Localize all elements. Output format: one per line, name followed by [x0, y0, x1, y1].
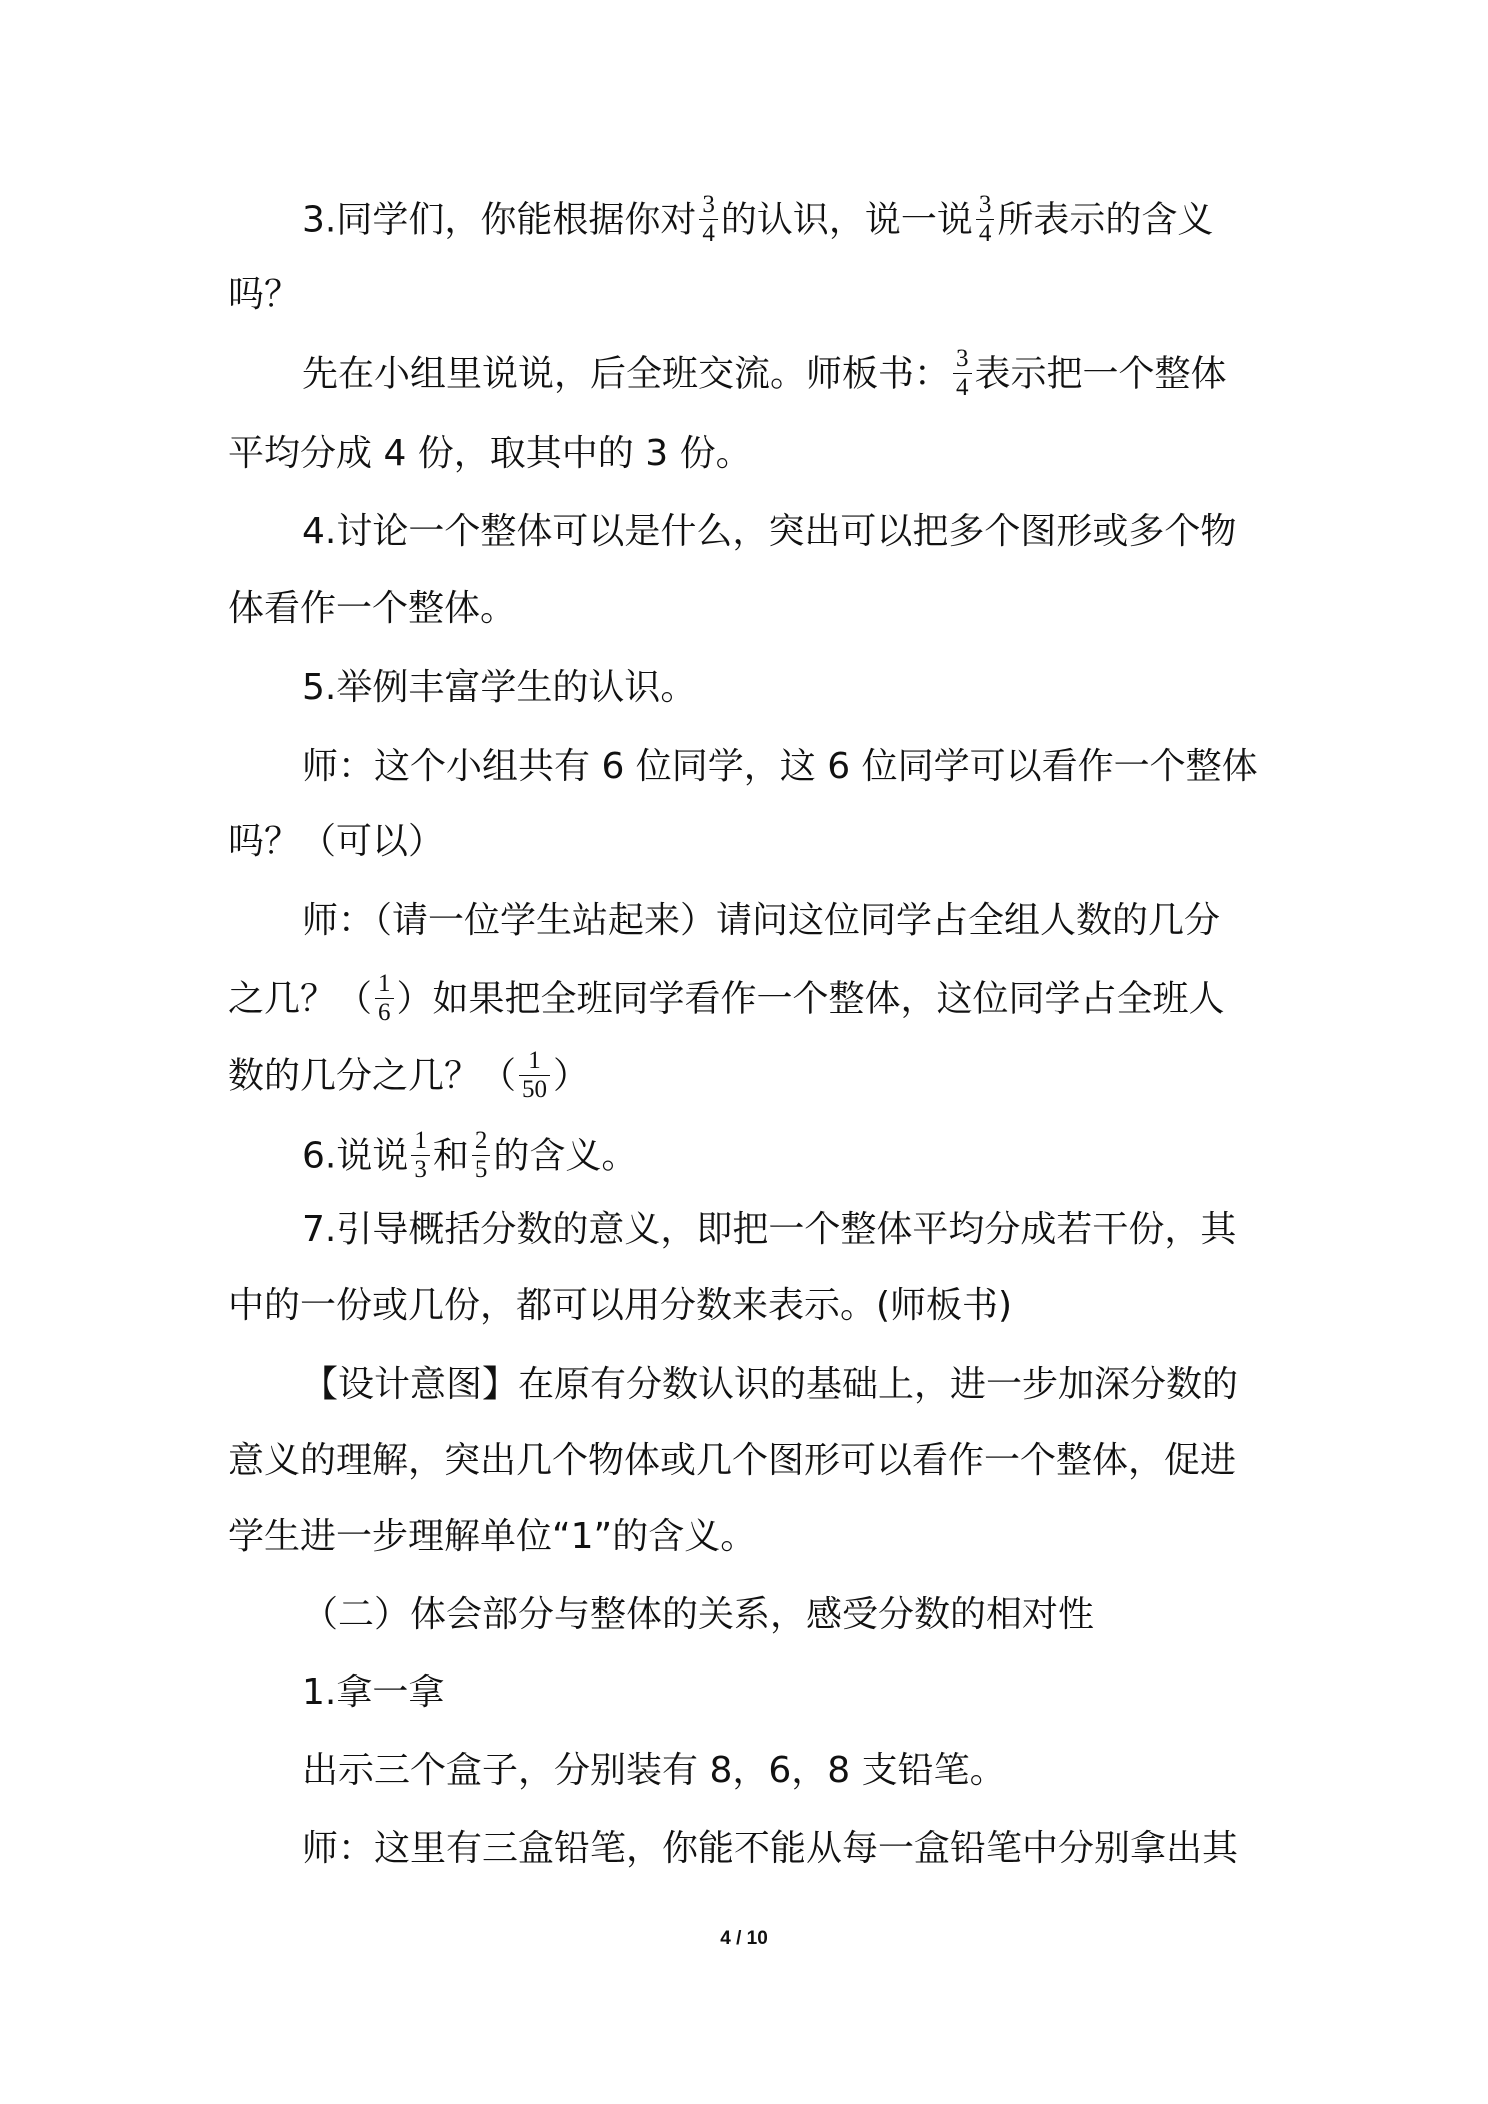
- text-run: 体看作一个整体。: [228, 588, 517, 629]
- text-run: 【设计意图】在原有分数认识的基础上，进一步加深分数的: [302, 1364, 1239, 1405]
- text-run: 的含义。: [493, 1135, 638, 1177]
- text-line: [228, 1049, 589, 1106]
- fraction: [953, 345, 972, 402]
- text-line: [228, 585, 516, 633]
- text-line: [228, 1437, 1236, 1485]
- fraction-numerator: 1: [411, 1127, 430, 1156]
- text-line: [302, 347, 1227, 404]
- text-run: 吗？（可以）: [228, 821, 445, 862]
- text-line: [302, 193, 1213, 250]
- fraction-denominator: 4: [956, 374, 969, 401]
- text-line: [302, 1361, 1238, 1409]
- text-run: 平均分成 4 份，取其中的 3 份。: [228, 433, 752, 474]
- page-number: 4 / 10: [720, 1928, 768, 1949]
- text-run: ）: [553, 1055, 590, 1097]
- text-run: 7.引导概括分数的意义，即把一个整体平均分成若干份，其: [302, 1209, 1237, 1250]
- text-line: [228, 972, 1225, 1029]
- text-run: 的认识，说一说: [720, 199, 973, 241]
- text-run: 6.说说: [302, 1135, 409, 1177]
- text-run: 意义的理解，突出几个物体或几个图形可以看作一个整体，促进: [228, 1440, 1237, 1481]
- text-line: [228, 1513, 756, 1561]
- text-line: [228, 430, 752, 478]
- fraction: [411, 1127, 430, 1184]
- text-run: 中的一份或几份，都可以用分数来表示。(师板书): [228, 1285, 1013, 1326]
- text-run: ）如果把全班同学看作一个整体，这位同学占全班人: [396, 978, 1225, 1020]
- fraction-numerator: 3: [976, 191, 995, 220]
- text-run: 表示把一个整体: [974, 353, 1227, 395]
- text-line: [302, 508, 1236, 556]
- text-run: 数的几分之几？（: [228, 1055, 517, 1097]
- fraction: [976, 191, 995, 248]
- text-line: [302, 1206, 1236, 1254]
- fraction-denominator: 3: [414, 1156, 427, 1183]
- text-line: [302, 743, 1258, 791]
- text-line: [302, 1825, 1238, 1873]
- fraction-denominator: 4: [702, 220, 715, 247]
- fraction-denominator: 50: [522, 1076, 548, 1103]
- text-line: [302, 1591, 1094, 1639]
- fraction-numerator: 2: [472, 1127, 491, 1156]
- text-run: 和: [432, 1135, 469, 1177]
- fraction-numerator: 3: [953, 345, 972, 374]
- fraction: [699, 191, 718, 248]
- text-line: [228, 1282, 1012, 1330]
- fraction: [472, 1127, 491, 1184]
- fraction-denominator: 6: [378, 999, 391, 1026]
- fraction-numerator: 3: [699, 191, 718, 220]
- text-line: [302, 1747, 1006, 1795]
- fraction-numerator: 1: [519, 1047, 550, 1076]
- text-line: [302, 1669, 444, 1717]
- text-run: 5.举例丰富学生的认识。: [302, 667, 697, 708]
- fraction-denominator: 4: [978, 220, 992, 247]
- fraction: [375, 970, 394, 1027]
- text-line: [302, 1129, 637, 1186]
- text-run: 所表示的含义: [997, 199, 1214, 241]
- text-run: 出示三个盒子，分别装有 8，6，8 支铅笔。: [302, 1750, 1006, 1791]
- text-line: [302, 664, 696, 712]
- text-run: 4.讨论一个整体可以是什么，突出可以把多个图形或多个物: [302, 511, 1237, 552]
- text-run: 3.同学们，你能根据你对: [302, 199, 697, 241]
- text-run: 学生进一步理解单位“1”的含义。: [228, 1516, 757, 1557]
- text-run: 师：（请一位学生站起来）请问这位同学占全组人数的几分: [302, 900, 1221, 941]
- text-line: [228, 271, 300, 319]
- text-line: [228, 818, 444, 866]
- text-run: 吗？: [228, 274, 301, 315]
- text-run: （二）体会部分与整体的关系，感受分数的相对性: [302, 1594, 1095, 1635]
- fraction: [519, 1047, 550, 1104]
- text-run: 1.拿一拿: [302, 1672, 445, 1713]
- text-line: [302, 897, 1220, 945]
- fraction-denominator: 5: [474, 1156, 488, 1183]
- fraction-numerator: 1: [375, 970, 394, 999]
- text-run: 师：这个小组共有 6 位同学，这 6 位同学可以看作一个整体: [302, 746, 1258, 787]
- text-run: 先在小组里说说，后全班交流。师板书：: [302, 353, 951, 395]
- text-run: 之几？（: [228, 978, 373, 1020]
- text-run: 师：这里有三盒铅笔，你能不能从每一盒铅笔中分别拿出其: [302, 1828, 1239, 1869]
